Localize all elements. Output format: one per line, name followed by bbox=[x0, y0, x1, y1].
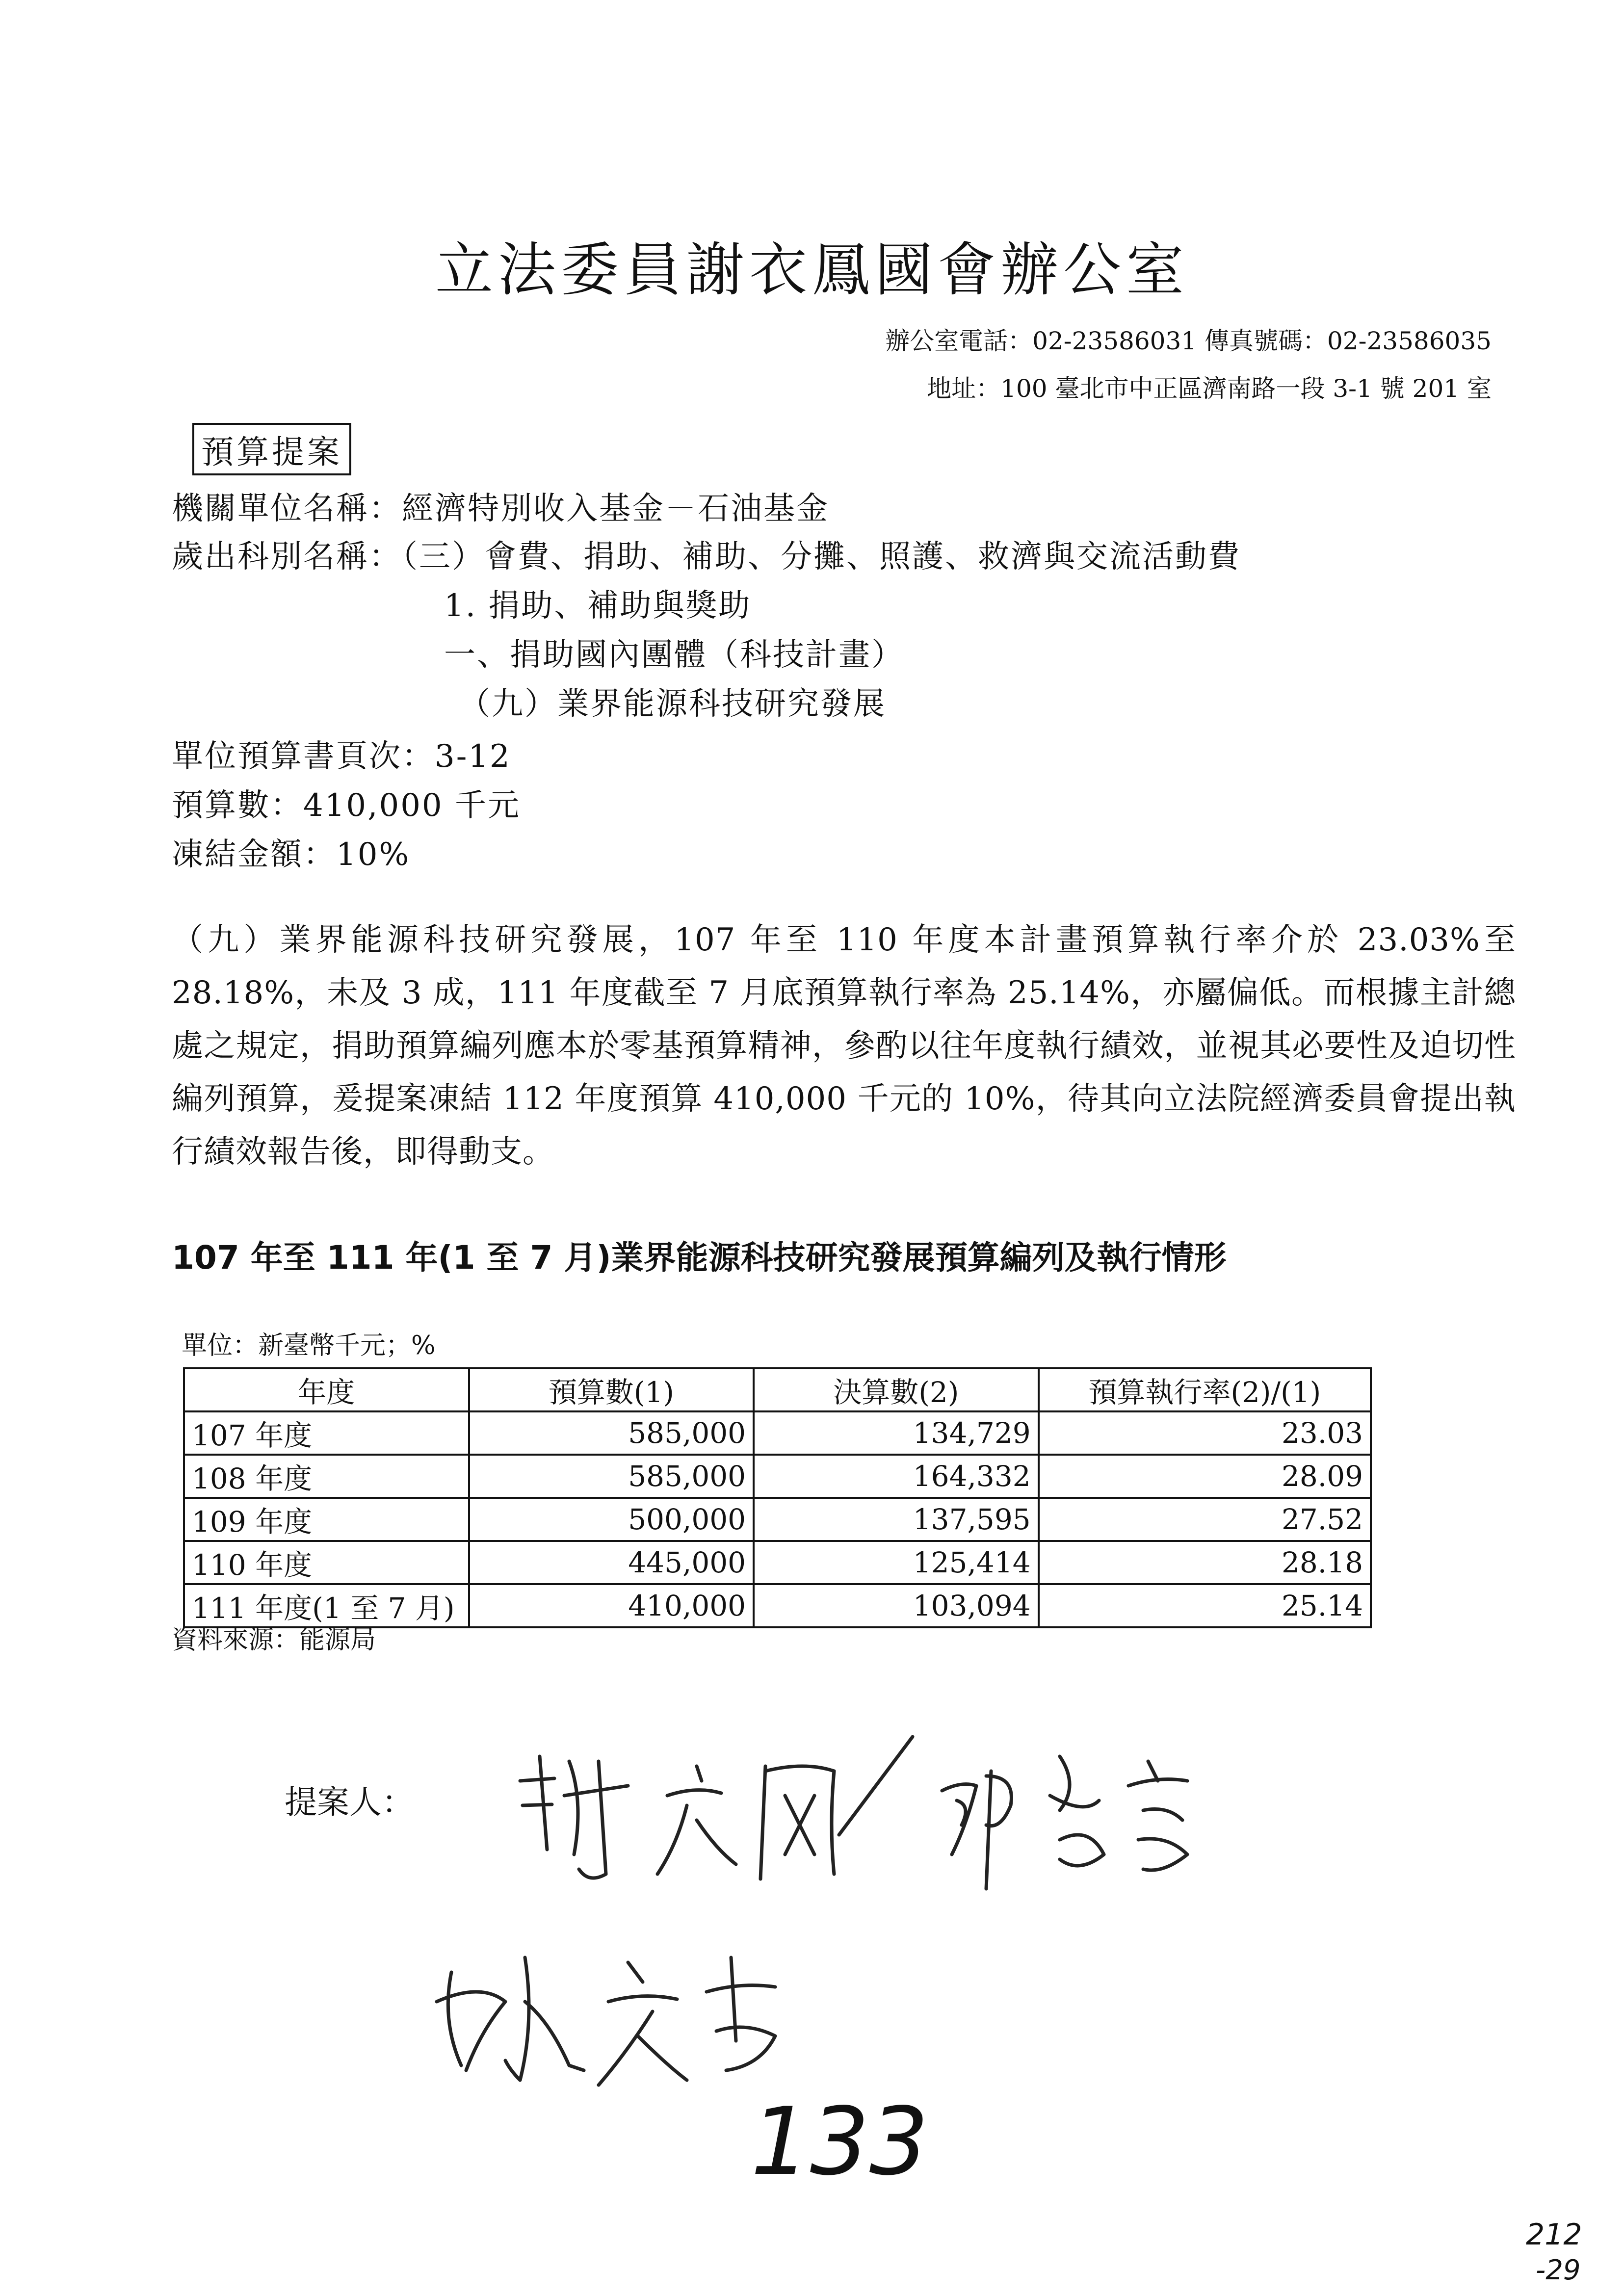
proposal-tag: 預算提案 bbox=[192, 423, 351, 475]
signature-3 bbox=[437, 1957, 775, 2085]
budget-amount: 預算數：410,000 千元 bbox=[172, 787, 521, 824]
agency-name: 機關單位名稱：經濟特別收入基金－石油基金 bbox=[172, 491, 829, 527]
contact-phone-fax: 辦公室電話：02-23586031 傳真號碼：02-23586035 bbox=[885, 327, 1492, 355]
cell-rate: 25.14 bbox=[1039, 1584, 1371, 1627]
data-source: 資料來源：能源局 bbox=[172, 1625, 376, 1655]
cell-actual: 125,414 bbox=[754, 1541, 1039, 1584]
cell-budget: 445,000 bbox=[469, 1541, 754, 1584]
office-title: 立法委員謝衣鳳國會辦公室 bbox=[435, 236, 1189, 304]
cell-budget: 585,000 bbox=[469, 1411, 754, 1455]
table-row bbox=[184, 1455, 1371, 1498]
cell-budget: 410,000 bbox=[469, 1584, 754, 1627]
table-title: 107 年至 111 年(1 至 7 月)業界能源科技研究發展預算編列及執行情形 bbox=[172, 1239, 1227, 1277]
table-row bbox=[184, 1411, 1371, 1455]
contact-address: 地址：100 臺北市中正區濟南路一段 3-1 號 201 室 bbox=[927, 374, 1492, 403]
signature-2 bbox=[942, 1756, 1187, 1889]
proposer-label: 提案人： bbox=[285, 1783, 414, 1821]
budget-execution-table bbox=[183, 1367, 1372, 1628]
cell-year: 108 年度 bbox=[184, 1455, 469, 1498]
account-sub-1: 1. 捐助、補助與獎助 bbox=[444, 588, 752, 624]
account-sub-2: 一、捐助國內團體（科技計畫） bbox=[444, 637, 904, 673]
signature-1 bbox=[520, 1737, 913, 1879]
proposal-body-paragraph: （九）業界能源科技研究發展，107 年至 110 年度本計畫預算執行率介於 23.03%至 28.18%，未及 3 成，111 年度截至 7 月底預算執行率為 25.14%，亦屬偏低。而根據主計總處之規定，捐助預算編列應本於零基預算精神，參酌以往年度執行績效，並視其必要性及迫切性編列預算，爰提案凍結 112 年度預算 410,000 千元的 10%，待其向立法院經濟委員會提出執行績效報告後，即得動支。 bbox=[172, 922, 1516, 1170]
cell-year: 107 年度 bbox=[184, 1411, 469, 1455]
corner-number-bottom: -29 bbox=[1536, 2254, 1581, 2286]
cell-budget: 500,000 bbox=[469, 1498, 754, 1541]
cell-rate: 27.52 bbox=[1039, 1498, 1371, 1541]
budget-page-ref: 單位預算書頁次：3-12 bbox=[172, 738, 511, 775]
cell-actual: 137,595 bbox=[754, 1498, 1039, 1541]
table-row bbox=[184, 1541, 1371, 1584]
account-sub-3: （九）業界能源科技研究發展 bbox=[459, 686, 886, 722]
cell-actual: 164,332 bbox=[754, 1455, 1039, 1498]
expenditure-account: 歲出科別名稱：（三）會費、捐助、補助、分攤、照護、救濟與交流活動費 bbox=[172, 539, 1241, 575]
cell-actual: 103,094 bbox=[754, 1584, 1039, 1627]
cell-budget: 585,000 bbox=[469, 1455, 754, 1498]
table-row bbox=[184, 1498, 1371, 1541]
cell-rate: 28.09 bbox=[1039, 1455, 1371, 1498]
header-year: 年度 bbox=[184, 1368, 469, 1411]
corner-number-top: 212 bbox=[1526, 2218, 1582, 2252]
handwritten-page-number: 133 bbox=[751, 2087, 929, 2196]
cell-year: 110 年度 bbox=[184, 1541, 469, 1584]
cell-rate: 28.18 bbox=[1039, 1541, 1371, 1584]
freeze-amount: 凍結金額：10% bbox=[172, 836, 411, 873]
table-header-row bbox=[184, 1368, 1371, 1411]
cell-year: 109 年度 bbox=[184, 1498, 469, 1541]
cell-rate: 23.03 bbox=[1039, 1411, 1371, 1455]
cell-actual: 134,729 bbox=[754, 1411, 1039, 1455]
cell-year: 111 年度(1 至 7 月) bbox=[184, 1584, 469, 1627]
header-execution-rate: 預算執行率(2)/(1) bbox=[1039, 1368, 1371, 1411]
header-actual: 決算數(2) bbox=[754, 1368, 1039, 1411]
table-unit: 單位：新臺幣千元；% bbox=[182, 1331, 436, 1360]
header-budget: 預算數(1) bbox=[469, 1368, 754, 1411]
